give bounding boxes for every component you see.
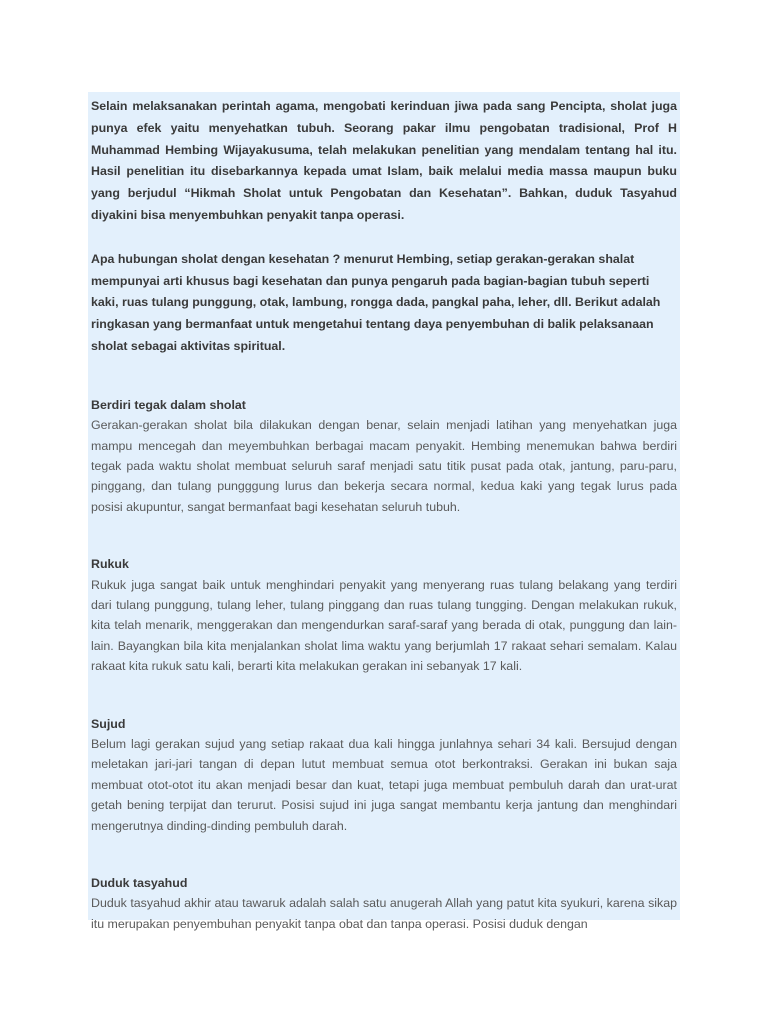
intro-paragraph-1: Selain melaksanakan perintah agama, mengobati kerinduan jiwa pada sang Pencipta, sholat juga punya efek yaitu menyehatkan tubuh. Seorang pakar ilmu pengobatan tradisional, Prof H Muhammad Hembing Wijayakusuma, telah melakukan penelitian yang mendalam tentang hal itu. Hasil penelitian itu disebarkannya kepada umat Islam, baik melalui media massa maupun buku yang berjudul “Hikmah Sholat untuk Pengobatan dan Kesehatan”. Bahkan, duduk Tasyahud diyakini bisa menyembuhkan penyakit tanpa operasi. [91,99,677,222]
section-body: Rukuk juga sangat baik untuk menghindari penyakit yang menyerang ruas tulang belakang yang terdiri dari tulang punggung, tulang leher, tulang pinggang dan ruas tulang tungging. Dengan melakukan rukuk, kita telah menarik, menggerakan dan mengendurkan saraf-saraf yang berada di otak, punggung dan lain-lain. Bayangkan bila kita menjalankan sholat lima waktu yang berjumlah 17 rakaat sehari semalam. Kalau rakaat kita rukuk satu kali, berarti kita melakukan gerakan ini sebanyak 17 kali. [91,577,677,674]
article-content [88,92,680,931]
section-rukuk [91,554,677,676]
section-heading: Rukuk [91,557,129,572]
section-duduk-tasyahud [91,873,677,934]
section-body: Belum lagi gerakan sujud yang setiap rakaat dua kali hingga junlahnya sehari 34 kali. Bersujud dengan meletakan jari-jari tangan di depan lutut membuat semua otot berkontraksi. Gerakan ini bukan saja membuat otot-otot itu akan menjadi besar dan kuat, tetapi juga membuat pembuluh darah dan urat-urat getah bening terpijat dan terurut. Posisi sujud ini juga sangat membantu kerja jantung dan menghindari mengerutnya dinding-dinding pembuluh darah. [91,737,677,833]
section-heading: Sujud [91,716,126,731]
section-heading: Duduk tasyahud [91,876,188,891]
intro-paragraph-2: Apa hubungan sholat dengan kesehatan ? menurut Hembing, setiap gerakan-gerakan shalat mempunyai arti khusus bagi kesehatan dan punya pengaruh pada bagian-bagian tubuh seperti kaki, ruas tulang punggung, otak, lambung, rongga dada, pangkal paha, leher, dll. Berikut adalah ringkasan yang bermanfaat untuk mengetahui tentang daya penyembuhan di balik pelaksanaan sholat sebagai aktivitas spiritual. [91,251,661,353]
section-sujud [91,714,677,836]
section-body: Gerakan-gerakan sholat bila dilakukan dengan benar, selain menjadi latihan yang menyehatkan juga mampu mencegah dan meyembuhkan berbagai macam penyakit. Hembing menemukan bahwa berdiri tegak pada waktu sholat membuat seluruh saraf menjadi satu titik pusat pada otak, jantung, paru-paru, pinggang, dan tulang pungggung lurus dan bekerja secara normal, kedua kaki yang tegak lurus pada posisi akupuntur, sangat bermanfaat bagi kesehatan seluruh tubuh. [91,418,677,514]
section-berdiri-tegak [91,395,677,517]
section-body: Duduk tasyahud akhir atau tawaruk adalah salah satu anugerah Allah yang patut kita syukuri, karena sikap itu merupakan penyembuhan penyakit tanpa obat dan tanpa operasi. Posisi duduk dengan [91,896,677,931]
section-heading: Berdiri tegak dalam sholat [91,397,246,412]
